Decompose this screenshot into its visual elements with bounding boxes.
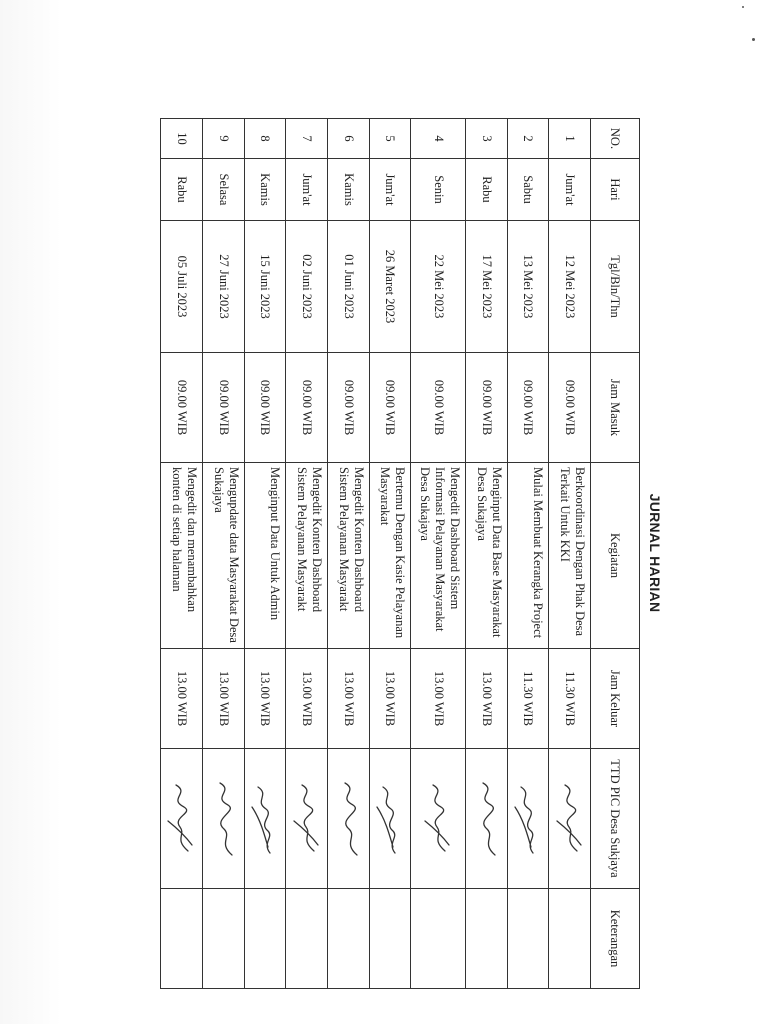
- header-ttd: TTD PIC Desa Sukjaya: [591, 749, 640, 889]
- signature-cell: [244, 749, 286, 889]
- cell-keterangan: [202, 889, 244, 989]
- scan-speck: [752, 38, 755, 41]
- cell-no: 6: [327, 119, 369, 159]
- cell-keterangan: [465, 889, 507, 989]
- cell-tgl: 26 Maret 2023: [369, 221, 411, 353]
- cell-kegiatan: Berkoordinasi Dengan Phak Desa Terkait Untuk KKI: [549, 463, 591, 649]
- cell-kegiatan: Bertemu Dengan Kasie Pelayanan Masyarakat: [369, 463, 411, 649]
- handwritten-signature: [421, 774, 455, 864]
- cell-no: 4: [411, 119, 466, 159]
- table-row: [161, 119, 203, 989]
- cell-no: 2: [507, 119, 549, 159]
- cell-hari: Kamis: [244, 159, 286, 221]
- cell-no: 7: [286, 119, 328, 159]
- cell-tgl: 13 Mei 2023: [507, 221, 549, 353]
- cell-kegiatan: Mengupdate data Masyarakat Desa Sukajaya: [202, 463, 244, 649]
- table-row: [507, 119, 549, 989]
- header-tgl: Tgl/Bln/Thn: [591, 221, 640, 353]
- cell-keterangan: [161, 889, 203, 989]
- cell-kegiatan: Mengedit dan menambahkan konten di setiap halaman: [161, 463, 203, 649]
- cell-kegiatan: Mulai Membuat Kerangka Project: [507, 463, 549, 649]
- cell-kegiatan: Menginput Data Untuk Admin: [244, 463, 286, 649]
- cell-jam-masuk: 09.00 WIB: [465, 353, 507, 463]
- cell-no: 9: [202, 119, 244, 159]
- cell-keterangan: [244, 889, 286, 989]
- scan-speck: [742, 6, 744, 8]
- signature-cell: [507, 749, 549, 889]
- cell-jam-keluar: 13.00 WIB: [369, 649, 411, 749]
- signature-cell: [369, 749, 411, 889]
- header-kegiatan: Kegiatan: [591, 463, 640, 649]
- handwritten-signature: [164, 774, 198, 864]
- cell-jam-masuk: 09.00 WIB: [286, 353, 328, 463]
- handwritten-signature: [290, 774, 324, 864]
- table-row: [202, 119, 244, 989]
- table-row: [369, 119, 411, 989]
- document-title: JURNAL HARIAN: [647, 493, 663, 613]
- cell-kegiatan: Mengedit Dashboard Sistem Informasi Pelayanan Masyarakat Desa Sukajaya: [411, 463, 466, 649]
- header-no: NO.: [591, 119, 640, 159]
- cell-kegiatan: Mengedit Konten Dashboard Sistem Pelayanan Masyarakt: [286, 463, 328, 649]
- cell-jam-masuk: 09.00 WIB: [161, 353, 203, 463]
- cell-jam-masuk: 09.00 WIB: [327, 353, 369, 463]
- cell-jam-keluar: 11.30 WIB: [507, 649, 549, 749]
- cell-no: 3: [465, 119, 507, 159]
- signature-cell: [327, 749, 369, 889]
- cell-hari: Jum'at: [369, 159, 411, 221]
- handwritten-signature: [331, 774, 365, 864]
- handwritten-signature: [469, 774, 503, 864]
- cell-keterangan: [549, 889, 591, 989]
- cell-tgl: 15 Juni 2023: [244, 221, 286, 353]
- table-row: [465, 119, 507, 989]
- table-row: [327, 119, 369, 989]
- table-row: [549, 119, 591, 989]
- cell-hari: Sabtu: [507, 159, 549, 221]
- cell-jam-keluar: 13.00 WIB: [286, 649, 328, 749]
- handwritten-signature: [511, 774, 545, 864]
- journal-sheet: [160, 118, 670, 988]
- cell-tgl: 02 Juni 2023: [286, 221, 328, 353]
- handwritten-signature: [373, 774, 407, 864]
- cell-tgl: 27 Juni 2023: [202, 221, 244, 353]
- header-hari: Hari: [591, 159, 640, 221]
- cell-tgl: 01 Juni 2023: [327, 221, 369, 353]
- signature-cell: [549, 749, 591, 889]
- cell-hari: Rabu: [161, 159, 203, 221]
- cell-tgl: 05 Juli 2023: [161, 221, 203, 353]
- signature-cell: [161, 749, 203, 889]
- cell-keterangan: [286, 889, 328, 989]
- cell-hari: Selasa: [202, 159, 244, 221]
- table-row: [244, 119, 286, 989]
- signature-cell: [286, 749, 328, 889]
- cell-no: 10: [161, 119, 203, 159]
- cell-tgl: 17 Mei 2023: [465, 221, 507, 353]
- cell-jam-masuk: 09.00 WIB: [369, 353, 411, 463]
- cell-keterangan: [327, 889, 369, 989]
- cell-no: 1: [549, 119, 591, 159]
- header-keterangan: Keterangan: [591, 889, 640, 989]
- signature-cell: [465, 749, 507, 889]
- cell-jam-masuk: 09.00 WIB: [549, 353, 591, 463]
- cell-kegiatan: Menginput Data Base Masyarakat Desa Sukajaya: [465, 463, 507, 649]
- handwritten-signature: [553, 774, 587, 864]
- cell-tgl: 22 Mei 2023: [411, 221, 466, 353]
- cell-keterangan: [507, 889, 549, 989]
- cell-jam-masuk: 09.00 WIB: [507, 353, 549, 463]
- cell-jam-keluar: 13.00 WIB: [327, 649, 369, 749]
- handwritten-signature: [248, 774, 282, 864]
- table-header-row: [591, 119, 640, 989]
- cell-keterangan: [369, 889, 411, 989]
- cell-jam-keluar: 13.00 WIB: [465, 649, 507, 749]
- table-row: [286, 119, 328, 989]
- cell-jam-keluar: 13.00 WIB: [161, 649, 203, 749]
- cell-no: 5: [369, 119, 411, 159]
- signature-cell: [202, 749, 244, 889]
- cell-keterangan: [411, 889, 466, 989]
- handwritten-signature: [206, 774, 240, 864]
- header-jam-keluar: Jam Keluar: [591, 649, 640, 749]
- cell-jam-keluar: 11.30 WIB: [549, 649, 591, 749]
- cell-jam-masuk: 09.00 WIB: [411, 353, 466, 463]
- cell-hari: Senin: [411, 159, 466, 221]
- cell-kegiatan: Mengedit Konten Dashboard Sistem Pelayanan Masyarakt: [327, 463, 369, 649]
- signature-cell: [411, 749, 466, 889]
- cell-jam-keluar: 13.00 WIB: [202, 649, 244, 749]
- cell-hari: Rabu: [465, 159, 507, 221]
- journal-table: [160, 118, 640, 989]
- cell-jam-masuk: 09.00 WIB: [202, 353, 244, 463]
- cell-hari: Kamis: [327, 159, 369, 221]
- table-row: [411, 119, 466, 989]
- cell-jam-keluar: 13.00 WIB: [244, 649, 286, 749]
- header-jam-masuk: Jam Masuk: [591, 353, 640, 463]
- cell-hari: Jum'at: [286, 159, 328, 221]
- cell-hari: Jum'at: [549, 159, 591, 221]
- cell-jam-masuk: 09.00 WIB: [244, 353, 286, 463]
- cell-tgl: 12 Mei 2023: [549, 221, 591, 353]
- cell-jam-keluar: 13.00 WIB: [411, 649, 466, 749]
- cell-no: 8: [244, 119, 286, 159]
